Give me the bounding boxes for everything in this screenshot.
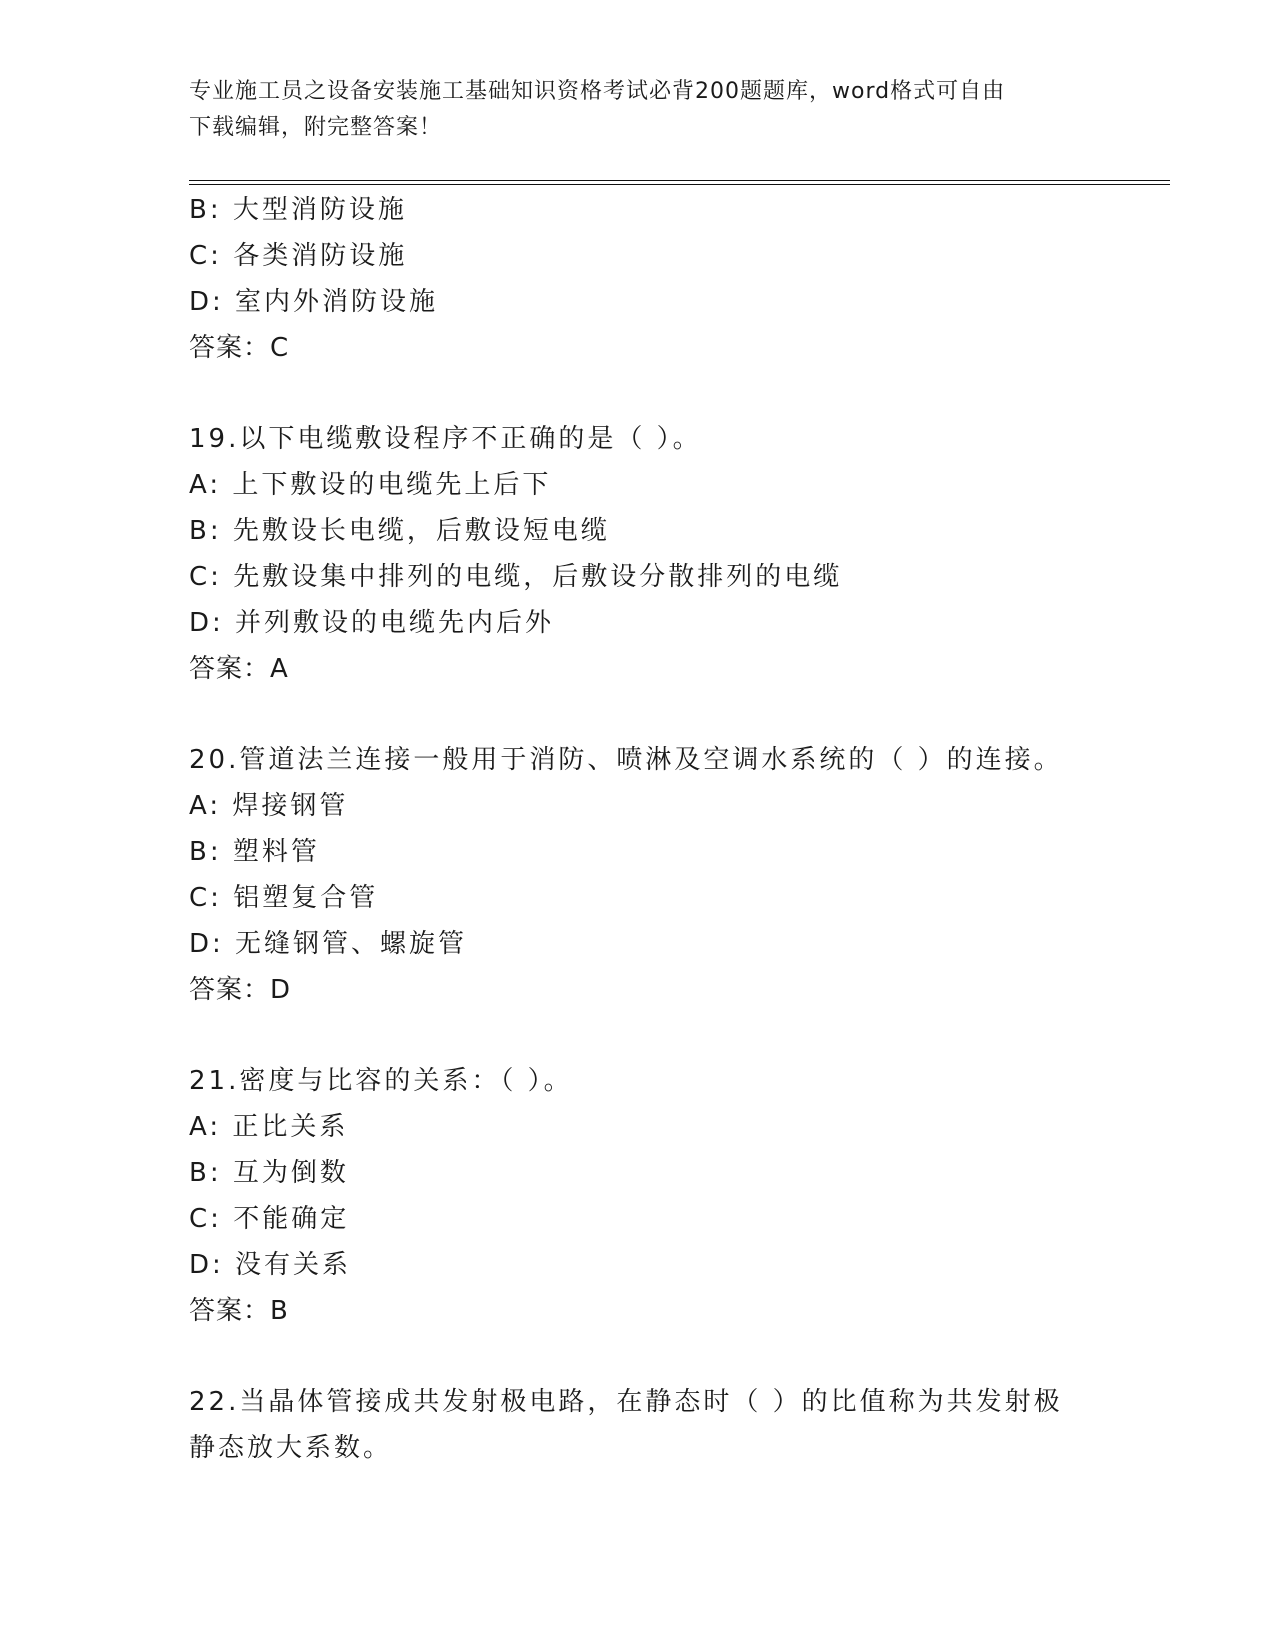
option-key: C: [189, 883, 222, 913]
answer-value: B [270, 1296, 289, 1326]
option-text: 先敷设长电缆，后敷设短电缆 [232, 516, 610, 546]
option-text: 无缝钢管、螺旋管 [235, 929, 468, 959]
option-text: 先敷设集中排列的电缆，后敷设分散排列的电缆 [233, 562, 843, 592]
option-b [189, 1150, 1170, 1196]
option-c [189, 1196, 1170, 1242]
option-key: B: [189, 195, 222, 225]
answer-value: D [270, 975, 292, 1005]
option-key: C: [189, 562, 222, 592]
option-text: 各类消防设施 [233, 241, 408, 271]
question-21 [189, 1058, 1170, 1334]
question-stem: 20.管道法兰连接一般用于消防、喷淋及空调水系统的（ ）的连接。 [189, 745, 1063, 775]
option-text: 塑料管 [232, 837, 320, 867]
option-a [189, 462, 1170, 508]
option-key: D: [189, 287, 224, 317]
option-key: C: [189, 241, 222, 271]
question-19 [189, 416, 1170, 692]
option-key: D: [189, 1250, 224, 1280]
option-key: C: [189, 1204, 222, 1234]
answer-line [189, 1288, 1170, 1334]
answer-line [189, 646, 1170, 692]
option-text: 正比关系 [232, 1112, 349, 1142]
option-text: 铝塑复合管 [233, 883, 379, 913]
option-c [189, 554, 1170, 600]
option-text: 上下敷设的电缆先上后下 [232, 470, 552, 500]
answer-label: 答案： [189, 1296, 271, 1326]
option-c [189, 233, 1170, 279]
option-text: 室内外消防设施 [235, 287, 439, 317]
option-text: 大型消防设施 [232, 195, 407, 225]
document-body [189, 187, 1170, 1471]
answer-value: C [270, 333, 290, 363]
question-22 [189, 1379, 1170, 1471]
option-text: 焊接钢管 [232, 791, 349, 821]
option-text: 没有关系 [235, 1250, 352, 1280]
question-stem: 19.以下电缆敷设程序不正确的是（ ）。 [189, 424, 702, 454]
option-text: 互为倒数 [232, 1158, 349, 1188]
option-key: B: [189, 516, 222, 546]
option-c [189, 875, 1170, 921]
header-line-1: 专业施工员之设备安装施工基础知识资格考试必背200题题库，word格式可自由 [189, 79, 1006, 104]
option-key: A: [189, 1112, 222, 1142]
option-b [189, 829, 1170, 875]
option-key: A: [189, 470, 222, 500]
question-18-tail [189, 187, 1170, 371]
answer-line [189, 325, 1170, 371]
option-d [189, 921, 1170, 967]
option-key: B: [189, 837, 222, 867]
option-key: D: [189, 929, 224, 959]
question-stem: 21.密度与比容的关系：（ ）。 [189, 1066, 573, 1096]
option-text: 不能确定 [233, 1204, 350, 1234]
option-key: A: [189, 791, 222, 821]
option-key: D: [189, 608, 224, 638]
answer-label: 答案： [189, 654, 271, 684]
option-d [189, 279, 1170, 325]
answer-label: 答案： [189, 975, 271, 1005]
option-b [189, 187, 1170, 233]
option-a [189, 783, 1170, 829]
question-stem-line-2: 静态放大系数。 [189, 1433, 393, 1463]
option-text: 并列敷设的电缆先内后外 [235, 608, 555, 638]
answer-value: A [270, 654, 289, 684]
question-20 [189, 737, 1170, 1013]
option-a [189, 1104, 1170, 1150]
option-d [189, 1242, 1170, 1288]
answer-line [189, 967, 1170, 1013]
option-b [189, 508, 1170, 554]
option-d [189, 600, 1170, 646]
answer-label: 答案： [189, 333, 271, 363]
page-header [189, 74, 1089, 146]
header-divider [189, 180, 1170, 185]
header-line-2: 下载编辑，附完整答案！ [189, 115, 443, 140]
question-stem-line-1: 22.当晶体管接成共发射极电路，在静态时（ ）的比值称为共发射极 [189, 1387, 1063, 1417]
option-key: B: [189, 1158, 222, 1188]
